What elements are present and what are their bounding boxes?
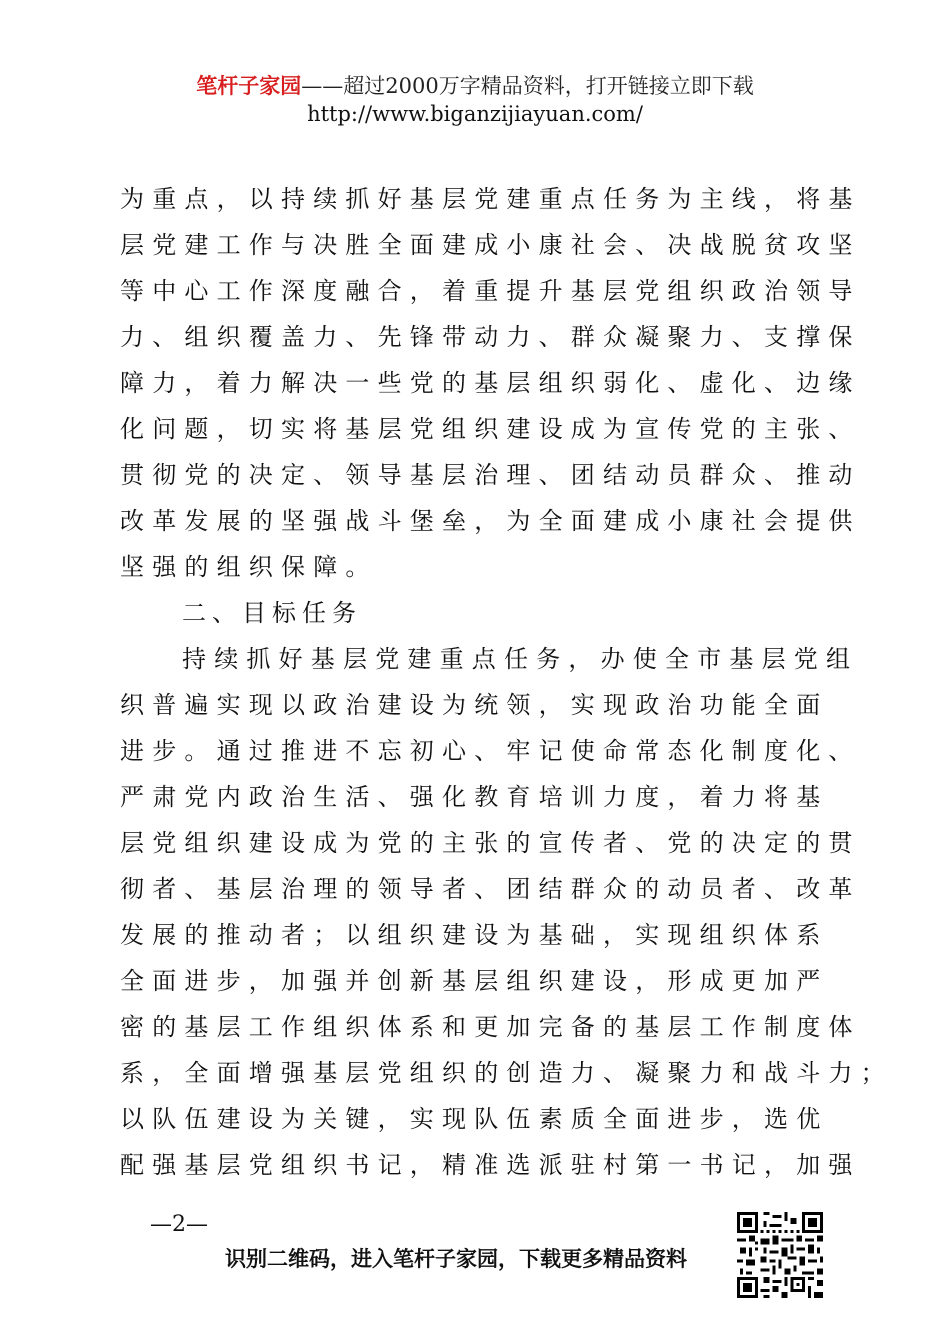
text-line: 化问题，切实将基层党组织建设成为宣传党的主张、 bbox=[120, 415, 861, 443]
footer-note: 识别二维码，进入笔杆子家园，下载更多精品资料 bbox=[225, 1246, 687, 1271]
text-line: 持续抓好基层党建重点任务，办使全市基层党组 bbox=[182, 645, 859, 673]
site-url-link[interactable]: http://www.biganzijiayuan.com/ bbox=[307, 102, 643, 126]
text-line: 进步。通过推进不忘初心、牢记使命常态化制度化、 bbox=[120, 737, 861, 765]
text-line: 严肃党内政治生活、强化教育培训力度，着力将基 bbox=[120, 783, 829, 811]
text-line: 层党组织建设成为党的主张的宣传者、党的决定的贯 bbox=[120, 829, 861, 857]
brand-name[interactable]: 笔杆子家园 bbox=[196, 73, 302, 98]
page-header bbox=[0, 72, 950, 128]
text-line: 系，全面增强基层党组织的创造力、凝聚力和战斗力； bbox=[120, 1059, 893, 1087]
text-line: 贯彻党的决定、领导基层治理、团结动员群众、推动 bbox=[120, 461, 861, 489]
text-line: 彻者、基层治理的领导者、团结群众的动员者、改革 bbox=[120, 875, 861, 903]
text-line: 坚强的组织保障。 bbox=[120, 553, 378, 581]
text-line: 力、组织覆盖力、先锋带动力、群众凝聚力、支撑保 bbox=[120, 323, 861, 351]
document-body bbox=[120, 176, 893, 1188]
page-number: —2— bbox=[150, 1212, 208, 1237]
text-line: 改革发展的坚强战斗堡垒，为全面建成小康社会提供 bbox=[120, 507, 861, 535]
text-line: 密的基层工作组织体系和更加完备的基层工作制度体 bbox=[120, 1013, 861, 1041]
header-tagline: ——超过2000万字精品资料，打开链接立即下载 bbox=[301, 74, 754, 98]
text-line: 障力，着力解决一些党的基层组织弱化、虚化、边缘 bbox=[120, 369, 861, 397]
text-line: 配强基层党组织书记，精准选派驻村第一书记，加强 bbox=[120, 1151, 861, 1179]
text-line: 全面进步，加强并创新基层组织建设，形成更加严 bbox=[120, 967, 829, 995]
text-line: 为重点，以持续抓好基层党建重点任务为主线，将基 bbox=[120, 185, 861, 213]
section-heading: 二、目标任务 bbox=[182, 599, 362, 627]
text-line: 层党建工作与决胜全面建成小康社会、决战脱贫攻坚 bbox=[120, 231, 861, 259]
text-line: 以队伍建设为关键，实现队伍素质全面进步，选优 bbox=[120, 1105, 829, 1133]
text-line: 等中心工作深度融合，着重提升基层党组织政治领导 bbox=[120, 277, 861, 305]
qr-code-icon[interactable] bbox=[737, 1212, 823, 1298]
text-line: 织普遍实现以政治建设为统领，实现政治功能全面 bbox=[120, 691, 829, 719]
text-line: 发展的推动者；以组织建设为基础，实现组织体系 bbox=[120, 921, 829, 949]
